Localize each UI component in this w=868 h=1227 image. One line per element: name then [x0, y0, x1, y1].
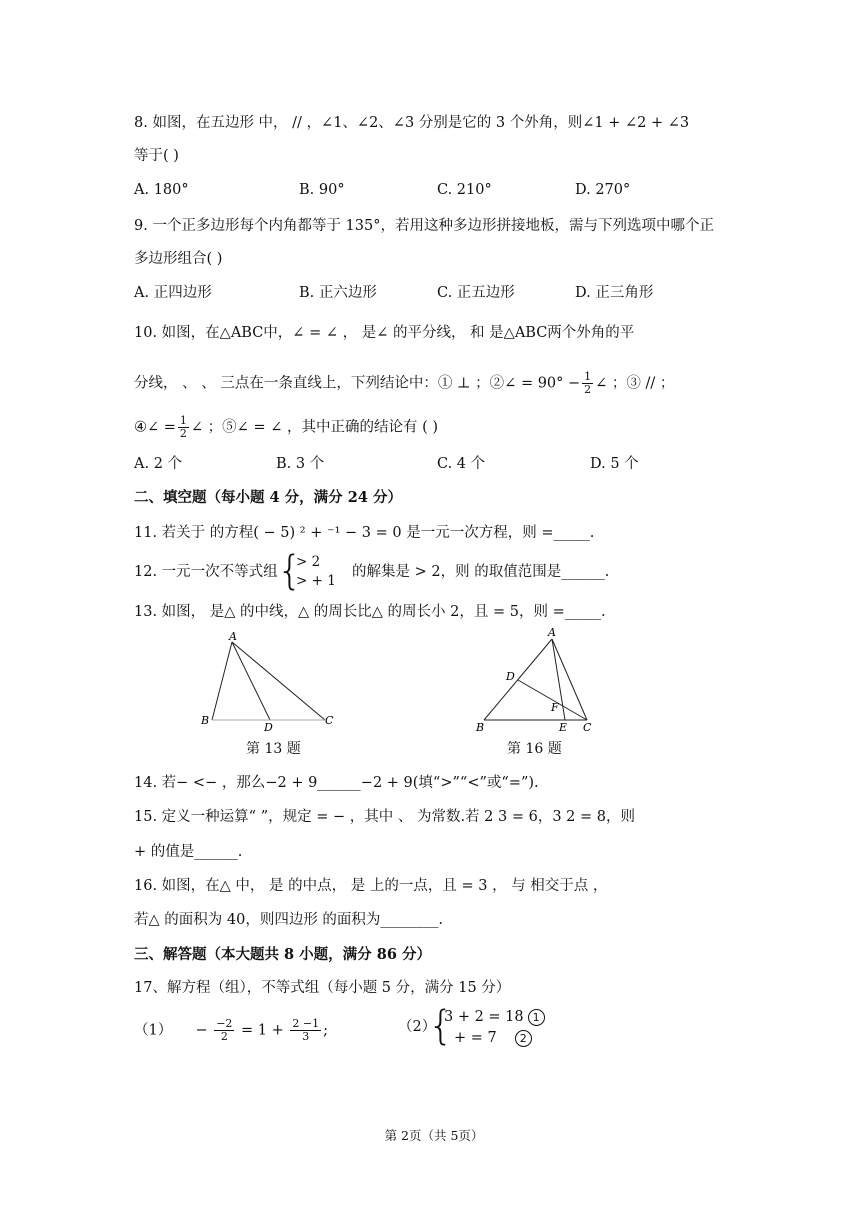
edge-ac [232, 642, 325, 720]
q17-part1-end: ; [323, 1022, 329, 1039]
edge-ab [212, 642, 232, 720]
q10-line1: 10. 如图，在△ABC中，∠ = ∠ ， 是∠ 的平分线， 和 是△ABC两个外角的平 [134, 325, 635, 341]
vertex-label-c: C [583, 721, 592, 734]
q16-line2: 若△ 的面积为 40，则四边形 的面积为________. [134, 912, 444, 928]
q12-system-line2: > + 1 [296, 573, 336, 589]
q17-part2-brace: { [428, 1003, 454, 1049]
figure-16-caption: 第 16 题 [507, 741, 562, 757]
q10-half-fraction [582, 371, 593, 396]
q8-option-c: C. 210° [437, 182, 492, 198]
section-2-heading: 二、填空题（每小题 4 分，满分 24 分） [134, 489, 402, 506]
q11-text: 11. 若关于 的方程( − 5) ² + ⁻¹ − 3 = 0 是一元一次方程，则 =_____. [134, 525, 595, 541]
q8-line2: 等于( ) [134, 148, 179, 164]
figure-13-caption: 第 13 题 [246, 741, 301, 757]
q9-line2: 多边形组合( ) [134, 251, 223, 267]
vertex-label-a: A [548, 626, 556, 639]
q17-eq1-text: 3 + 2 = 18 [444, 1009, 524, 1025]
fraction-numerator: 1 [584, 370, 592, 383]
q10-line3-a: ④∠ = [134, 419, 176, 436]
q9-option-c: C. 正五边形 [437, 285, 515, 301]
q10-line3-b: ∠ ；⑤∠ = ∠ ，其中正确的结论有 ( ) [190, 419, 438, 436]
page-footer: 第 2页（共 5页） [384, 1128, 484, 1143]
point-label-e: E [559, 721, 568, 734]
vertex-label-a: A [229, 630, 237, 643]
q17-part2-eq1 [444, 1008, 545, 1026]
q10-option-b: B. 3 个 [276, 456, 325, 472]
edge-ad [232, 642, 270, 720]
q17-part2-label: （2） [398, 1019, 437, 1035]
q9-option-d: D. 正三角形 [575, 285, 654, 301]
q17-eq2-text: + = 7 [454, 1030, 497, 1046]
circled-one-marker: 1 [528, 1009, 545, 1026]
q9-option-a: A. 正四边形 [134, 285, 212, 301]
q16-line1: 16. 如图，在△ 中， 是 的中点， 是 上的一点，且 = 3 ， 与 相交于点 ， [134, 878, 608, 894]
vertex-label-b: B [476, 721, 485, 734]
section-3-heading: 三、解答题（本大题共 8 小题，满分 86 分） [134, 946, 431, 963]
q17-part1-label: （1） [134, 1022, 173, 1039]
q13-text: 13. 如图， 是△ 的中线，△ 的周长比△ 的周长小 2，且 = 5，则 =_____. [134, 604, 606, 620]
fraction-numerator: 2 −1 [292, 1017, 320, 1030]
q8-line1: 8. 如图，在五边形 中， // ，∠1、∠2、∠3 分别是它的 3 个外角，则∠1 + ∠2 + ∠3 [134, 115, 690, 131]
vertex-label-d: D [264, 721, 273, 734]
q17-part1-fraction-1 [214, 1018, 234, 1043]
fraction-numerator: 1 [179, 414, 187, 427]
q10-option-c: C. 4 个 [437, 456, 486, 472]
edge-ab [484, 639, 552, 720]
q17-title: 17、解方程（组），不等式组（每小题 5 分，满分 15 分） [134, 980, 511, 996]
q17-part1-middle: = 1 + [241, 1022, 284, 1039]
q12-prefix: 12. 一元一次不等式组 [134, 564, 278, 580]
point-label-f: F [551, 701, 559, 714]
q9-line1: 9. 一个正多边形每个内角都等于 135°，若用这种多边形拼接地板，需与下列选项中哪个正 [134, 218, 714, 234]
q17-part1 [134, 1018, 328, 1043]
q10-line3 [134, 415, 438, 440]
fraction-denominator: 3 [302, 1030, 310, 1043]
vertex-label-c: C [325, 714, 334, 727]
q8-option-a: A. 180° [134, 182, 189, 198]
q10-line2-a: 分线， 、 、 三点在一条直线上，下列结论中：① ⊥ ；②∠ = 90° − [134, 375, 581, 392]
q12-left-brace: { [277, 548, 303, 594]
figure-16-triangle [472, 625, 602, 737]
q17-part1-fraction-2 [290, 1018, 321, 1043]
vertex-label-b: B [201, 714, 210, 727]
circled-two-marker: 2 [515, 1030, 532, 1047]
q12-suffix: 的解集是 > 2，则 的取值范围是______. [352, 564, 610, 580]
segment-dc [518, 680, 587, 720]
q10-option-d: D. 5 个 [590, 456, 639, 472]
vertex-label-d: D [506, 670, 515, 683]
q8-option-b: B. 90° [299, 182, 345, 198]
q9-option-b: B. 正六边形 [299, 285, 377, 301]
q12-system-line1: > 2 [296, 554, 321, 570]
q10-line2-b: ∠ ；③ // ； [595, 375, 675, 392]
fraction-numerator: −2 [216, 1017, 233, 1030]
q17-part1-minus: − [195, 1022, 208, 1039]
q15-line1: 15. 定义一种运算“ ”，规定 = − ，其中 、 为常数.若 2 3 = 6，3 2 = 8，则 [134, 809, 635, 825]
q17-part2-eq2 [444, 1029, 532, 1047]
q14-text: 14. 若− <− ，那么−2 + 9______−2 + 9(填“>”“<”或“=”). [134, 775, 539, 791]
q8-option-d: D. 270° [575, 182, 631, 198]
fraction-denominator: 2 [179, 427, 187, 440]
q10-half-fraction-2 [178, 415, 189, 440]
q10-option-a: A. 2 个 [134, 456, 183, 472]
figure-13-triangle [195, 630, 345, 735]
q15-line2: + 的值是______. [134, 844, 243, 860]
fraction-denominator: 2 [584, 383, 592, 396]
q10-line2 [134, 371, 674, 396]
fraction-denominator: 2 [220, 1030, 228, 1043]
